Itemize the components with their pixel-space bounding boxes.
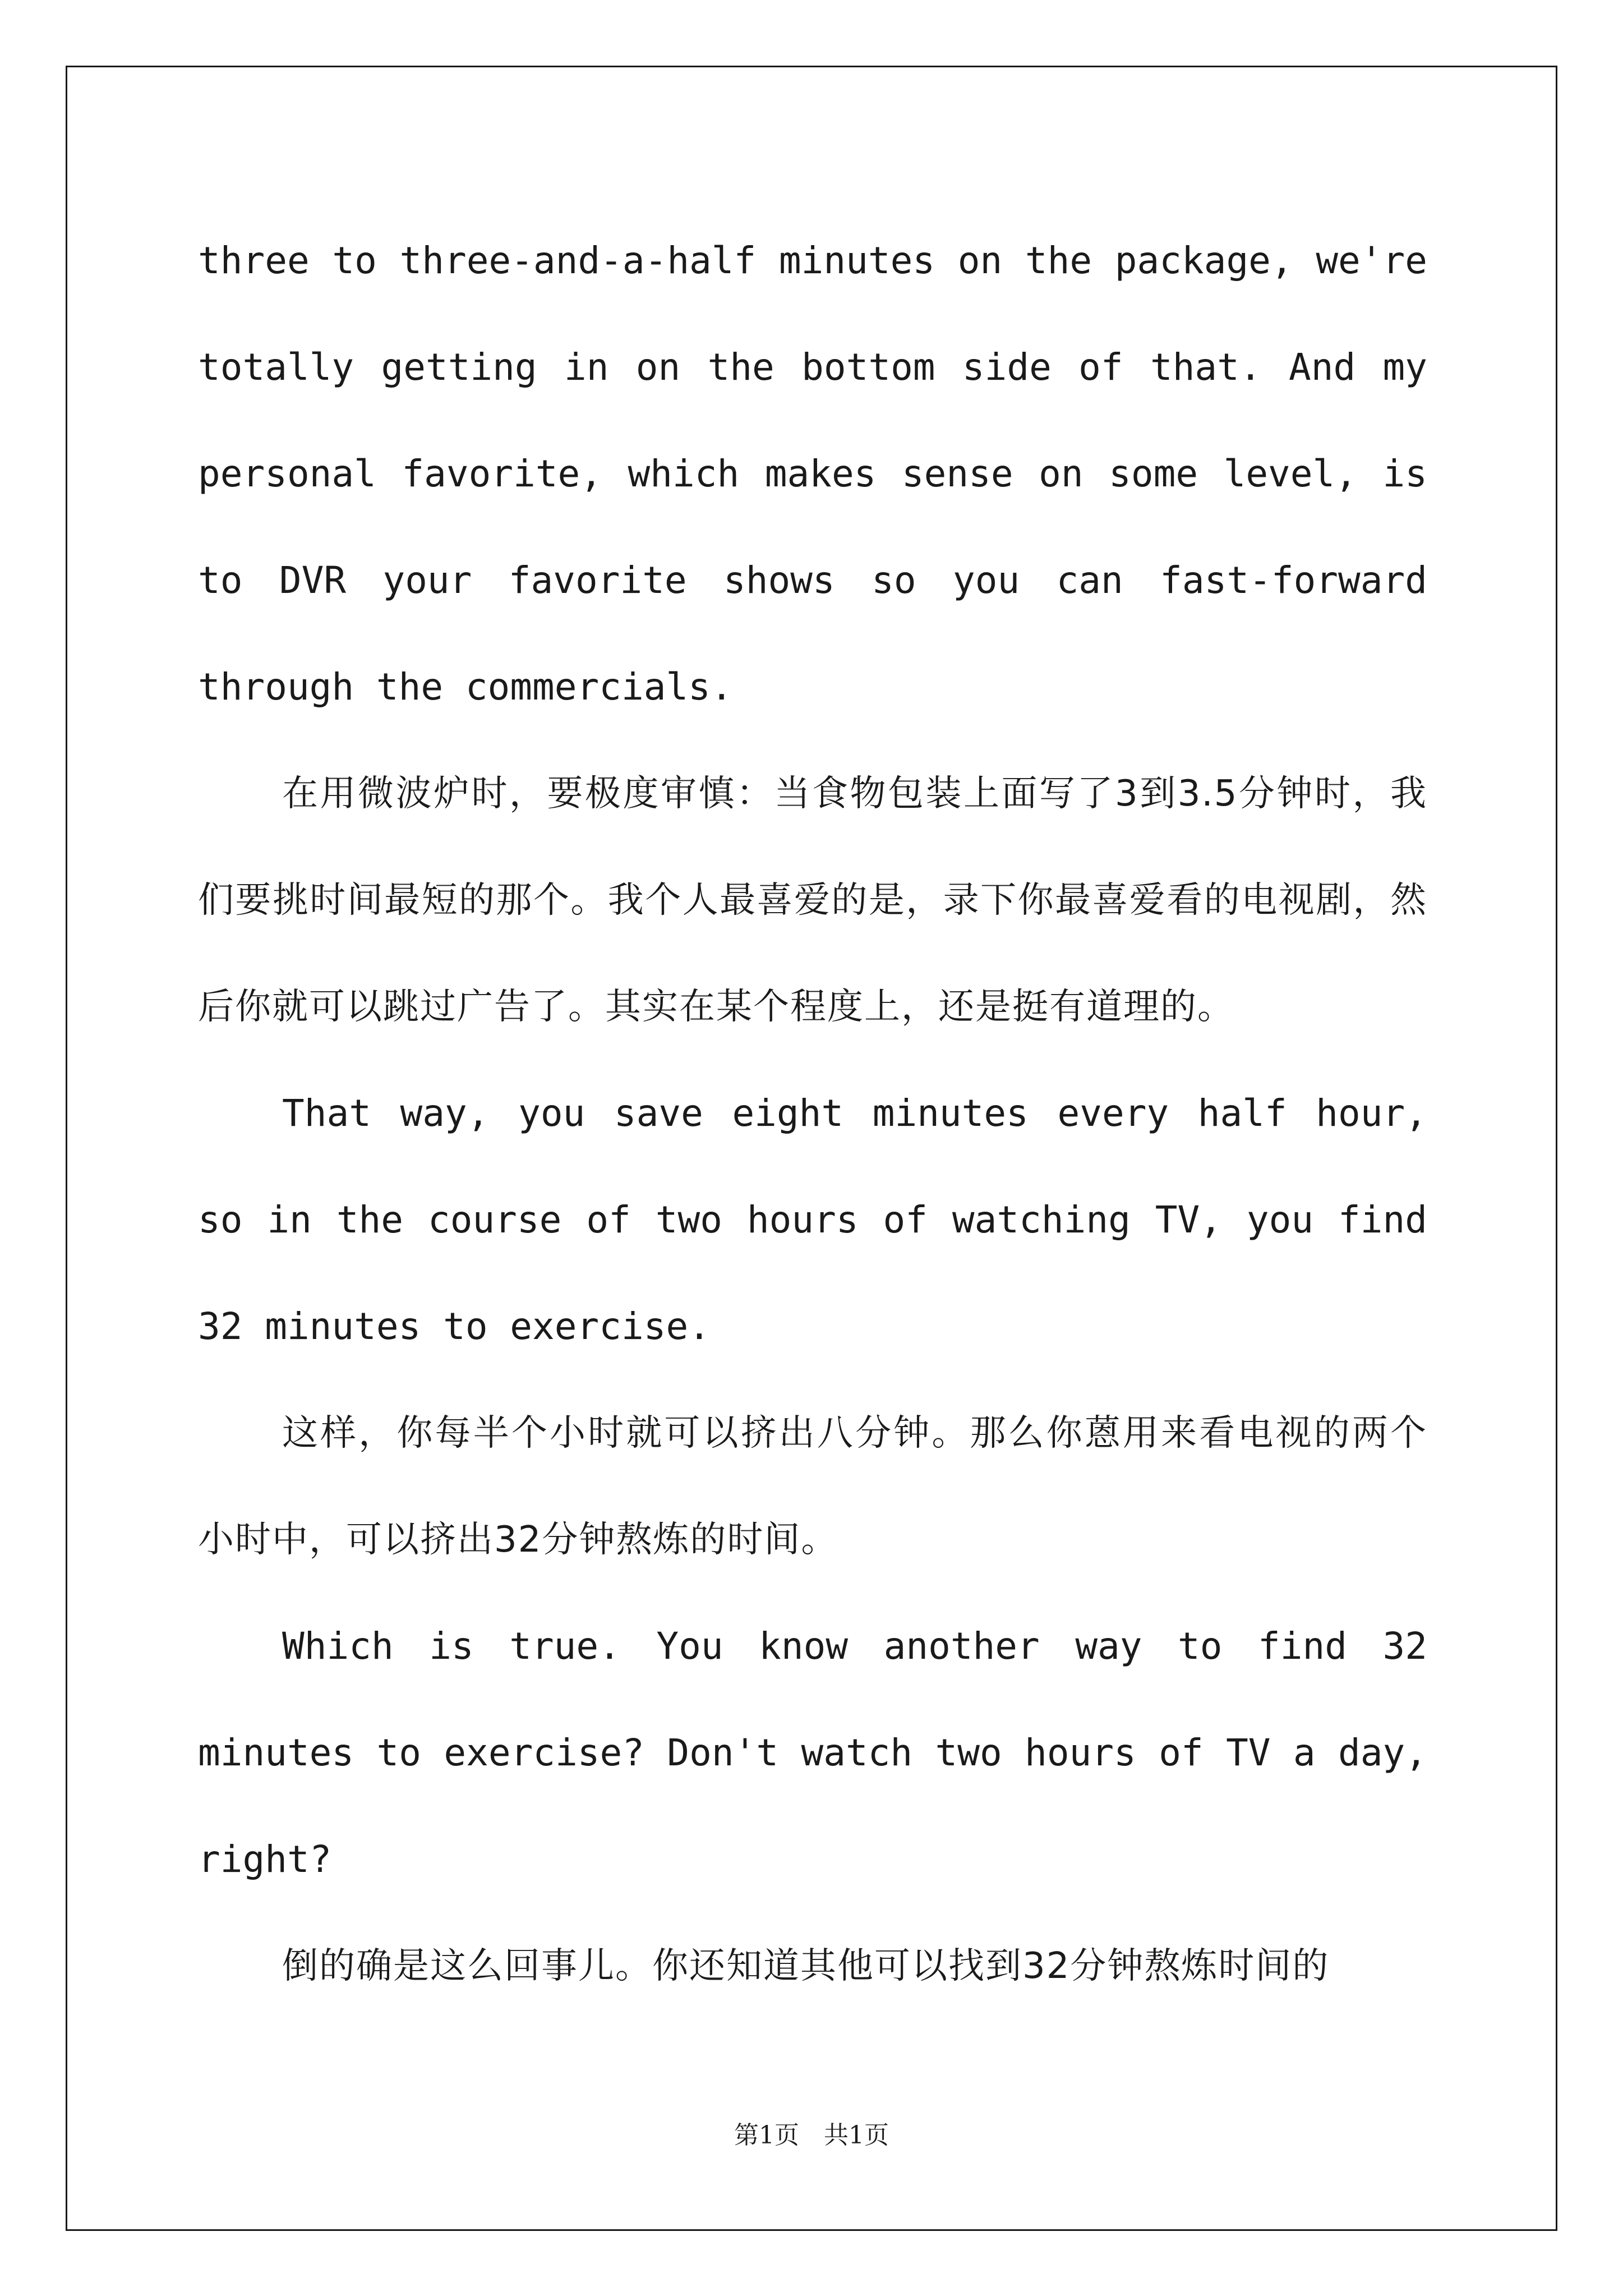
paragraph-4: 这样，你每半个小时就可以挤出八分钟。那么你蒽用来看电视的两个小时中，可以挤出32分钟熬炼的时间。	[198, 1412, 1427, 1561]
paragraph-1: three to three-and-a-half minutes on the package, we're totally getting in on the bottom side of that. And my personal favorite, which makes sense on some level, is to DVR your favorite shows so you can fast-forward through the commercials.	[198, 239, 1427, 708]
paragraph-3: That way, you save eight minutes every half hour, so in the course of two hours of watching TV, you find 32 minutes to exercise.	[198, 1092, 1427, 1348]
paragraph-6: 倒的确是这么回事儿。你还知道其他可以找到32分钟熬炼时间的	[282, 1945, 1330, 1987]
paragraph-5: Which is true. You know another way to find 32 minutes to exercise? Don't watch two hours of TV a day, right?	[198, 1625, 1427, 1881]
document-body	[198, 208, 1427, 2019]
paragraph-2: 在用微波炉时，要极度审慎：当食物包装上面写了3到3.5分钟时，我们要挑时间最短的那个。我个人最喜爱的是，录下你最喜爱看的电视剧，然后你就可以跳过广告了。其实在某个程度上，还是挺有道理的。	[198, 773, 1427, 1028]
page-number-footer: 第1页 共1页	[734, 2121, 889, 2150]
